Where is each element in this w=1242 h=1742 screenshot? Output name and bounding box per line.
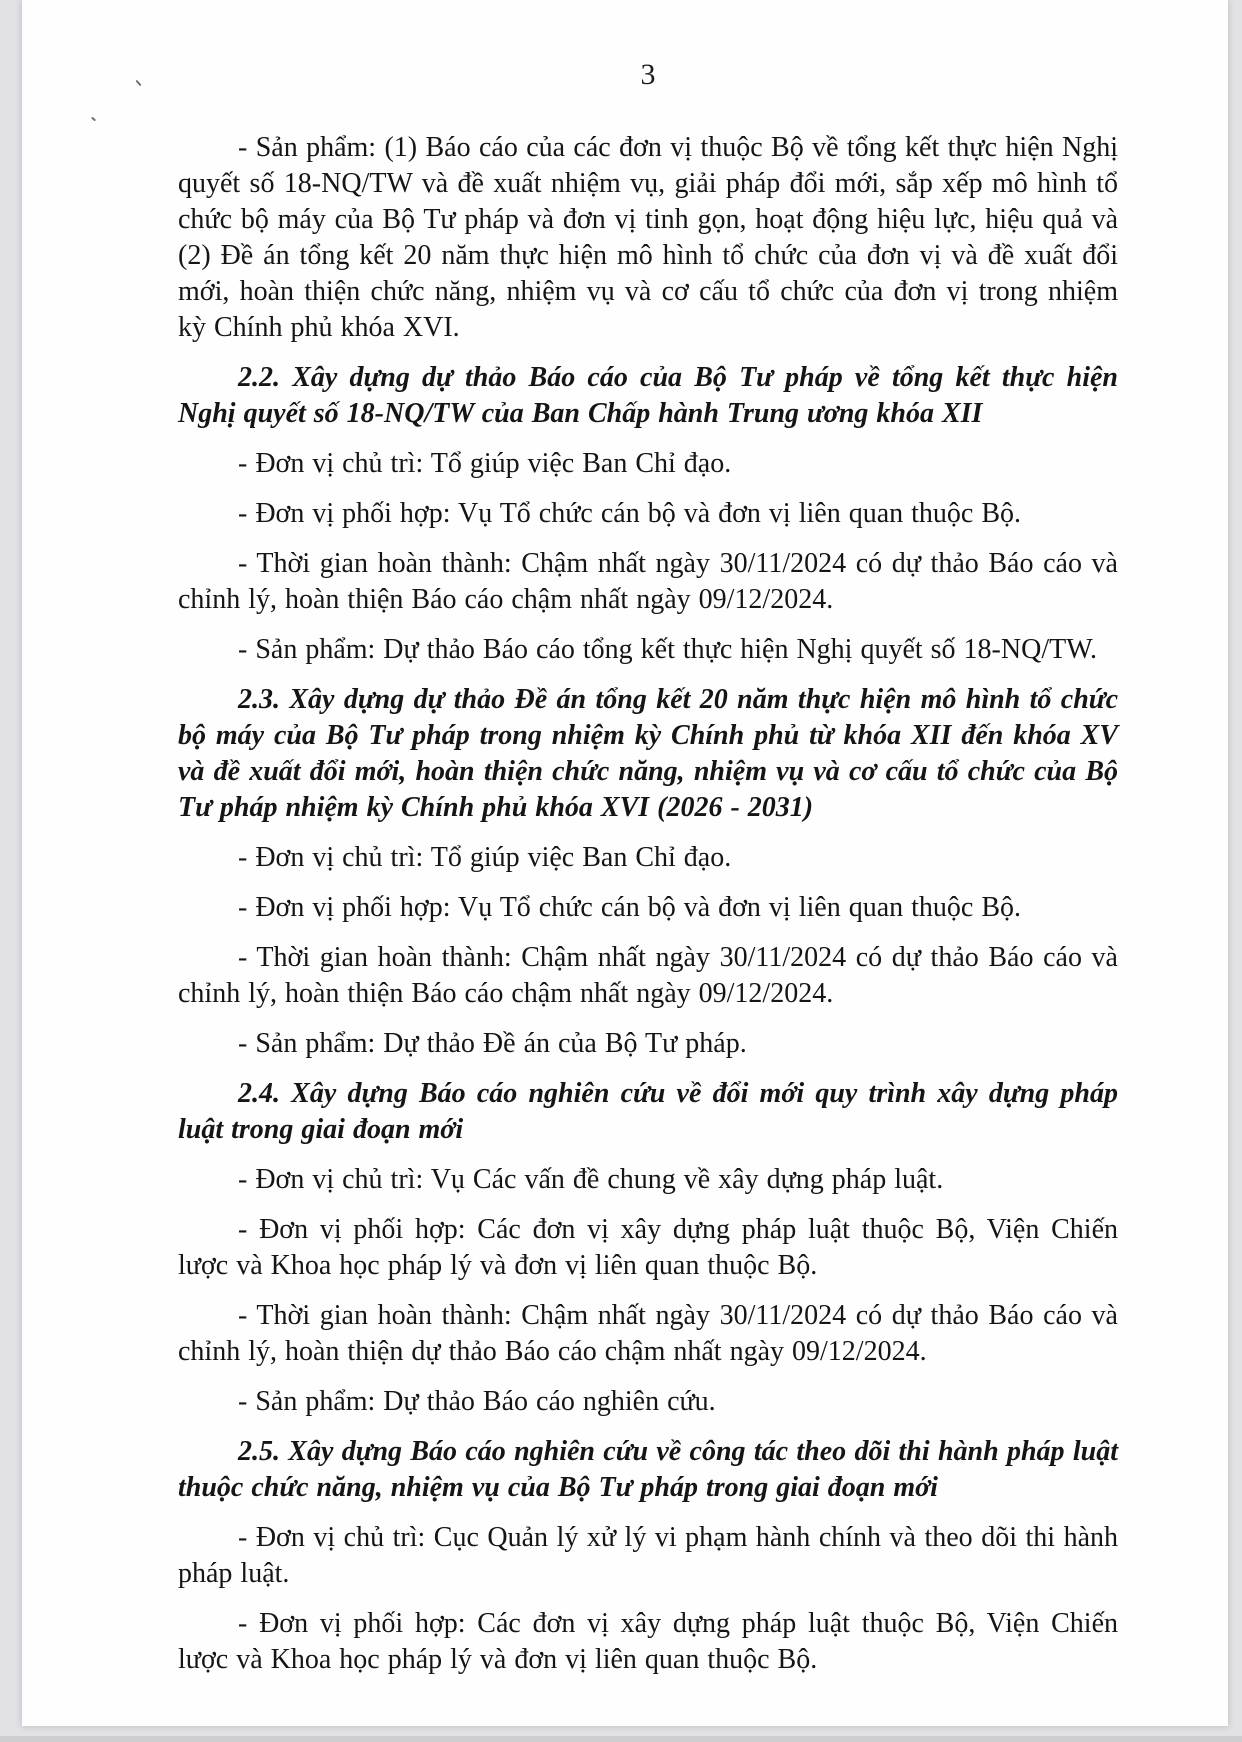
section-2-2-heading: 2.2. Xây dựng dự thảo Báo cáo của Bộ Tư pháp về tổng kết thực hiện Nghị quyết số 18-NQ/TW của Ban Chấp hành Trung ương khóa XII: [178, 362, 1118, 429]
section-2-2-item-lead-unit: - Đơn vị chủ trì: Tổ giúp việc Ban Chỉ đạo.: [238, 448, 732, 479]
scan-bottom-edge: [0, 1736, 1242, 1742]
section-2-5-item-lead-unit: - Đơn vị chủ trì: Cục Quản lý xử lý vi phạm hành chính và theo dõi thi hành pháp luật.: [178, 1522, 1118, 1589]
document-page: [22, 0, 1228, 1726]
section-2-3-item-lead-unit: - Đơn vị chủ trì: Tổ giúp việc Ban Chỉ đạo.: [238, 842, 732, 873]
section-2-2-item-coordinating-unit: - Đơn vị phối hợp: Vụ Tổ chức cán bộ và đơn vị liên quan thuộc Bộ.: [238, 498, 1022, 529]
section-2-4-heading: 2.4. Xây dựng Báo cáo nghiên cứu về đổi mới quy trình xây dựng pháp luật trong giai đoạn mới: [178, 1078, 1118, 1145]
section-2-4-item-coordinating-unit: - Đơn vị phối hợp: Các đơn vị xây dựng pháp luật thuộc Bộ, Viện Chiến lược và Khoa học pháp lý và đơn vị liên quan thuộc Bộ.: [178, 1214, 1118, 1281]
section-2-4-item-lead-unit: - Đơn vị chủ trì: Vụ Các vấn đề chung về xây dựng pháp luật.: [238, 1164, 944, 1195]
document-body: [178, 130, 1118, 1692]
section-2-4-item-product: - Sản phẩm: Dự thảo Báo cáo nghiên cứu.: [238, 1386, 716, 1417]
section-2-4-item-deadline: - Thời gian hoàn thành: Chậm nhất ngày 30/11/2024 có dự thảo Báo cáo và chỉnh lý, hoàn thiện dự thảo Báo cáo chậm nhất ngày 09/12/2024.: [178, 1300, 1118, 1367]
section-2-2-item-deadline: - Thời gian hoàn thành: Chậm nhất ngày 30/11/2024 có dự thảo Báo cáo và chỉnh lý, hoàn thiện Báo cáo chậm nhất ngày 09/12/2024.: [178, 548, 1118, 615]
section-2-5-heading: 2.5. Xây dựng Báo cáo nghiên cứu về công tác theo dõi thi hành pháp luật thuộc chức năng, nhiệm vụ của Bộ Tư pháp trong giai đoạn mới: [178, 1436, 1118, 1503]
section-2-3-item-coordinating-unit: - Đơn vị phối hợp: Vụ Tổ chức cán bộ và đơn vị liên quan thuộc Bộ.: [238, 892, 1022, 923]
section-2-3-item-product: - Sản phẩm: Dự thảo Đề án của Bộ Tư pháp.: [238, 1028, 747, 1059]
section-2-3-heading: 2.3. Xây dựng dự thảo Đề án tổng kết 20 năm thực hiện mô hình tổ chức bộ máy của Bộ Tư pháp trong nhiệm kỳ Chính phủ từ khóa XII đến khóa XV và đề xuất đổi mới, hoàn thiện chức năng, nhiệm vụ và cơ cấu tổ chức của Bộ Tư pháp nhiệm kỳ Chính phủ khóa XVI (2026 - 2031): [178, 684, 1118, 823]
page-number: 3: [640, 58, 656, 91]
scan-speck-icon: [135, 80, 141, 87]
scan-speck-icon: [91, 117, 96, 122]
intro-paragraph: - Sản phẩm: (1) Báo cáo của các đơn vị thuộc Bộ về tổng kết thực hiện Nghị quyết số 18-NQ/TW và đề xuất nhiệm vụ, giải pháp đổi mới, sắp xếp mô hình tổ chức bộ máy của Bộ Tư pháp và đơn vị tinh gọn, hoạt động hiệu lực, hiệu quả và (2) Đề án tổng kết 20 năm thực hiện mô hình tổ chức của đơn vị và đề xuất đổi mới, hoàn thiện chức năng, nhiệm vụ và cơ cấu tổ chức của đơn vị trong nhiệm kỳ Chính phủ khóa XVI.: [178, 132, 1118, 343]
section-2-2-item-product: - Sản phẩm: Dự thảo Báo cáo tổng kết thực hiện Nghị quyết số 18-NQ/TW.: [238, 634, 1098, 665]
section-2-5-item-coordinating-unit: - Đơn vị phối hợp: Các đơn vị xây dựng pháp luật thuộc Bộ, Viện Chiến lược và Khoa học pháp lý và đơn vị liên quan thuộc Bộ.: [178, 1608, 1118, 1675]
section-2-3-item-deadline: - Thời gian hoàn thành: Chậm nhất ngày 30/11/2024 có dự thảo Báo cáo và chỉnh lý, hoàn thiện Báo cáo chậm nhất ngày 09/12/2024.: [178, 942, 1118, 1009]
